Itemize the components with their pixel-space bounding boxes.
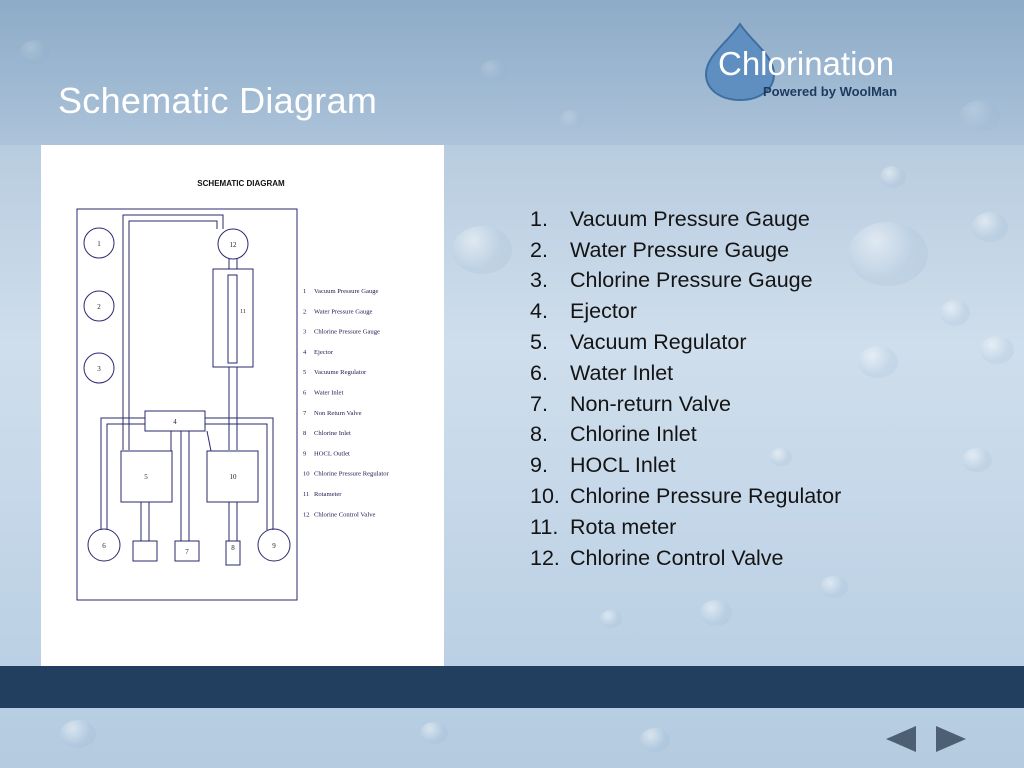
triangle-right-icon[interactable] (934, 724, 968, 754)
list-item-label: Chlorine Inlet (570, 422, 697, 447)
legend-label: Ejector (314, 348, 334, 356)
legend-label: HOCL Outlet (314, 450, 350, 458)
slide-title: Schematic Diagram (58, 80, 378, 121)
list-item (530, 296, 841, 327)
list-item (530, 450, 841, 481)
list-item (530, 543, 841, 574)
legend-label: Rotameter (314, 491, 342, 498)
legend-number: 10 (303, 470, 310, 478)
list-item-number: 8. (530, 422, 548, 447)
legend-number: 9 (303, 450, 307, 458)
legend-number: 3 (303, 328, 307, 336)
list-item-number: 3. (530, 268, 548, 293)
rotameter-11 (213, 269, 253, 367)
logo-tagline: Powered by WoolMan (763, 84, 898, 99)
list-item (530, 358, 841, 389)
list-item-number: 5. (530, 330, 548, 355)
legend-label: Chlorine Pressure Regulator (314, 470, 389, 478)
list-item-label: Vacuum Pressure Gauge (570, 206, 810, 231)
list-item (530, 327, 841, 358)
list-item-number: 7. (530, 391, 548, 416)
pipe-right (205, 418, 273, 530)
legend-label: Vacuume Regulator (314, 369, 367, 377)
list-item-label: Chlorine Pressure Regulator (570, 484, 842, 509)
list-item-label: Ejector (570, 299, 637, 324)
list-item-label: Water Pressure Gauge (570, 237, 790, 262)
list-item-label: Water Inlet (570, 360, 674, 385)
node-label-10: 10 (229, 473, 237, 481)
list-item (530, 204, 841, 235)
list-item-label: Chlorine Pressure Gauge (570, 268, 813, 293)
list-item (530, 389, 841, 420)
list-item (530, 420, 841, 451)
schematic-diagram-image (41, 145, 444, 666)
node-label-8: 8 (231, 544, 235, 552)
node-label-11: 11 (240, 309, 246, 315)
list-item-label: Non-return Valve (570, 391, 731, 416)
legend-number: 8 (303, 430, 307, 438)
list-item-number: 9. (530, 453, 548, 478)
legend-number: 1 (303, 288, 307, 295)
list-item-number: 2. (530, 237, 548, 262)
legend-number: 7 (303, 409, 307, 417)
node-label-3: 3 (97, 365, 101, 373)
triangle-left-icon[interactable] (884, 724, 918, 754)
list-item (530, 481, 841, 512)
node-label-2: 2 (97, 303, 101, 311)
pipe-4-10 (207, 431, 211, 451)
diagram-heading: SCHEMATIC DIAGRAM (197, 179, 285, 188)
footer-band (0, 666, 1024, 708)
legend-label: Water Inlet (314, 389, 344, 397)
list-item-number: 11. (530, 514, 559, 539)
list-item (530, 512, 841, 543)
legend-number: 11 (303, 491, 310, 498)
legend-number: 5 (303, 369, 307, 377)
component-list (530, 204, 841, 574)
pipe-top (123, 215, 223, 450)
box-under-5 (133, 541, 157, 561)
legend-label: Vacuum Pressure Gauge (314, 288, 379, 295)
logo (700, 22, 930, 102)
legend-label: Non Return Valve (314, 409, 362, 417)
schematic-diagram (41, 145, 444, 666)
rotameter-tube (228, 275, 237, 363)
logo-name: Chlorination (718, 45, 895, 82)
node-label-4: 4 (173, 418, 177, 426)
legend-label: Chlorine Pressure Gauge (314, 328, 380, 336)
node-label-1: 1 (97, 240, 101, 248)
node-label-12: 12 (229, 241, 237, 249)
node-label-9: 9 (272, 542, 276, 550)
node-label-5: 5 (144, 473, 148, 481)
list-item-number: 4. (530, 299, 548, 324)
pipe-left-b (107, 424, 145, 530)
legend-label: Chlorine Control Valve (314, 511, 376, 519)
list-item-label: HOCL Inlet (570, 453, 676, 478)
list-item (530, 235, 841, 266)
node-labels (97, 240, 276, 556)
node-label-6: 6 (102, 542, 106, 550)
list-item-label: Rota meter (570, 514, 677, 539)
node-label-7: 7 (185, 548, 189, 556)
legend-number: 2 (303, 308, 307, 316)
diagram-legend (303, 288, 390, 518)
legend-number: 4 (303, 348, 307, 356)
list-item-label: Vacuum Regulator (570, 330, 747, 355)
legend-number: 12 (303, 511, 310, 519)
legend-label: Water Pressure Gauge (314, 308, 373, 316)
legend-number: 6 (303, 389, 307, 397)
list-item-number: 12. (530, 545, 560, 570)
list-item-label: Chlorine Control Valve (570, 545, 784, 570)
pipe-top-inner (129, 221, 217, 450)
list-item (530, 266, 841, 297)
list-item-number: 10. (530, 484, 560, 509)
legend-label: Chlorine Inlet (314, 430, 351, 438)
list-item-number: 6. (530, 360, 548, 385)
list-item-number: 1. (530, 206, 548, 231)
